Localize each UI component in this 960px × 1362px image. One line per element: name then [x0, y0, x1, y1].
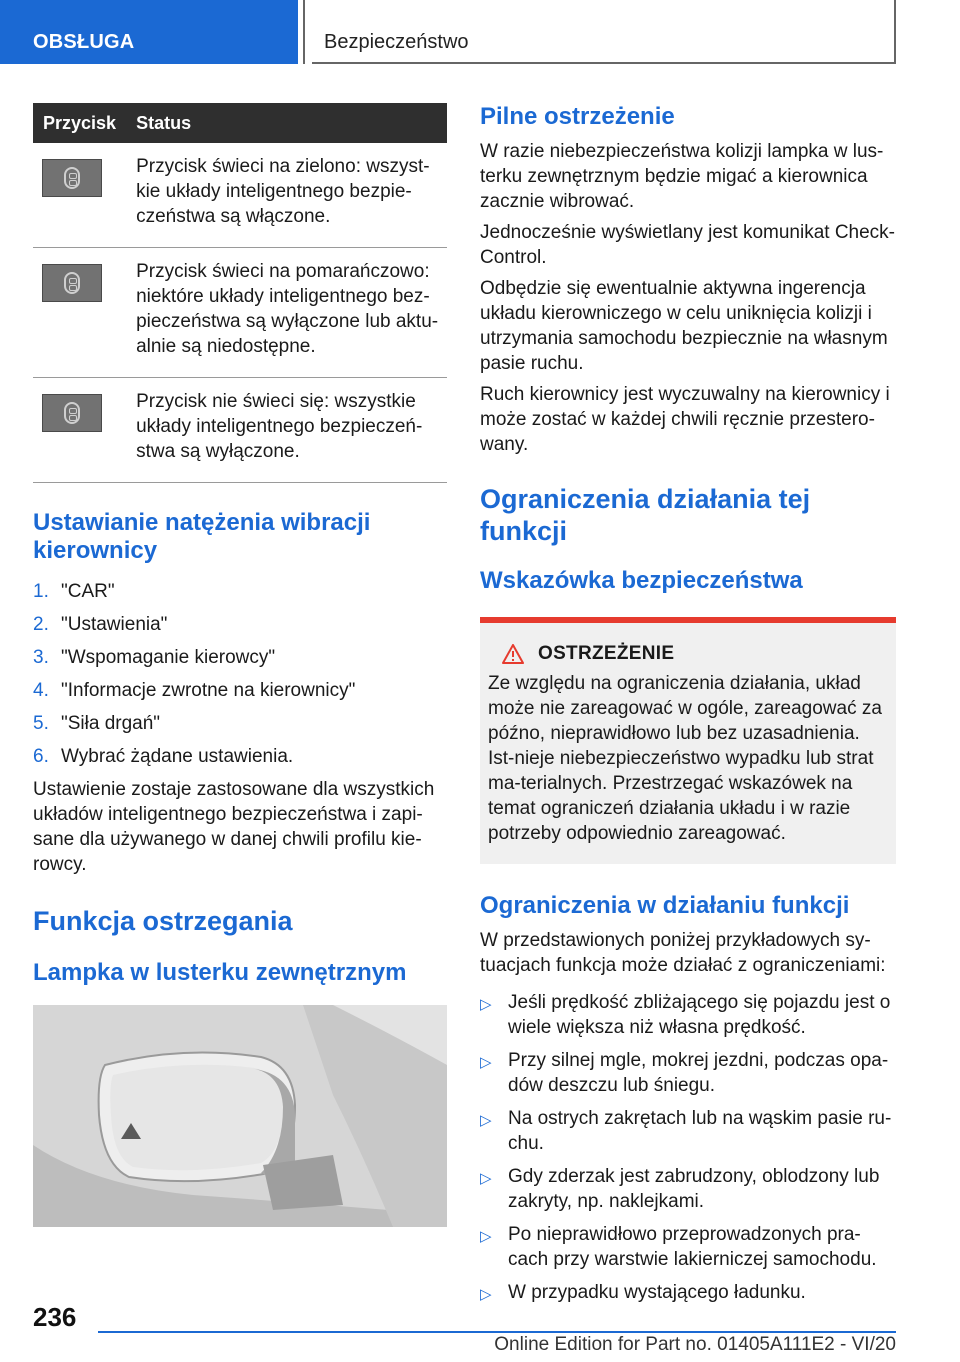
- urgent-warning-heading: Pilne ostrzeżenie: [480, 103, 675, 130]
- triangle-bullet-icon: ▷: [480, 1228, 492, 1245]
- edition-text: Online Edition for Part no. 01405A111E2 - VI/20: [494, 1334, 896, 1355]
- limits-heading: Ograniczenia działania tej funkcji: [480, 484, 811, 546]
- footer-rule: [98, 1331, 896, 1333]
- list-item: 1. "CAR": [33, 581, 115, 602]
- function-limits-heading: Ograniczenia w działaniu funkcji: [480, 892, 850, 919]
- paragraph: Jednocześnie wyświetlany jest komunikat Check-Control.: [480, 222, 896, 268]
- right-column: [480, 103, 896, 1315]
- table-row: [33, 143, 447, 248]
- warning-text: Ze względu na ograniczenia działania, układ może nie zareagować w ogóle, zareagować za późno, nieprawidłowo lub bez uzasadnienia. Ist-nieje niebezpieczeństwo wypadku lub strat ma-terialnych. Przestrzegać wskazówek na temat ograniczeń działania układu i w razie potrzeby odpowiednio zareagować.: [488, 673, 882, 844]
- list-item: ▷ Gdy zderzak jest zabrudzony, oblodzony lub zakryty, np. naklejkami.: [480, 1166, 880, 1212]
- table-header-button: Przycisk: [33, 103, 126, 143]
- warning-box: [480, 617, 896, 864]
- warning-label: OSTRZEŻENIE: [538, 643, 675, 664]
- button-status-table: [33, 103, 447, 483]
- chapter-title: Bezpieczeństwo: [312, 0, 896, 64]
- safety-button-green-icon: [42, 159, 102, 197]
- section-tab: OBSŁUGA: [0, 0, 298, 64]
- paragraph: Odbędzie się ewentualnie aktywna ingerencja układu kierowniczego w celu uniknięcia kolizji i utrzymania samochodu bezpiecznie na własnym pasie ruchu.: [480, 278, 888, 374]
- header-divider: [303, 0, 305, 64]
- list-item: 5. "Siła drgań": [33, 713, 161, 734]
- status-text: Przycisk świeci na zielono: wszyst-kie układy inteligentnego bezpie-czeństwa są włączone.: [126, 143, 447, 248]
- list-item: ▷ W przypadku wystającego ładunku.: [480, 1280, 896, 1307]
- safety-button-off-icon: [42, 394, 102, 432]
- triangle-bullet-icon: ▷: [480, 1170, 492, 1187]
- safety-button-orange-icon: [42, 264, 102, 302]
- side-mirror-image: [33, 1005, 447, 1227]
- warning-function-heading: Funkcja ostrzegania: [33, 906, 293, 936]
- vibration-steps: [33, 579, 447, 769]
- status-text: Przycisk świeci na pomarańczowo: niektóre układy inteligentnego bez-pieczeństwa są wyłączone lub aktu-alnie są niedostępne.: [126, 248, 447, 378]
- list-item: 2. "Ustawienia": [33, 614, 168, 635]
- list-item: ▷ Jeśli prędkość zbliżającego się pojazdu jest o wiele większa niż własna prędkość.: [480, 992, 891, 1038]
- table-header-status: Status: [126, 103, 447, 143]
- list-item: ▷ Przy silnej mgle, mokrej jezdni, podczas opa-dów deszczu lub śniegu.: [480, 1050, 889, 1096]
- table-row: [33, 378, 447, 483]
- limits-intro: W przedstawionych poniżej przykładowych sy-tuacjach funkcja może działać z ograniczeniami:: [480, 930, 886, 976]
- table-row: [33, 248, 447, 378]
- list-item: 3. "Wspomaganie kierowcy": [33, 647, 276, 668]
- limits-list: [480, 990, 896, 1307]
- list-item: 6. Wybrać żądane ustawienia.: [33, 746, 294, 767]
- triangle-bullet-icon: ▷: [480, 1286, 492, 1303]
- paragraph: Ruch kierownicy jest wyczuwalny na kierownicy i może zostać w każdej chwili ręcznie przestero-wany.: [480, 384, 890, 455]
- list-item: ▷ Na ostrych zakrętach lub na wąskim pasie ru-chu.: [480, 1108, 892, 1154]
- paragraph: W razie niebezpieczeństwa kolizji lampka w lus-terku zewnętrznym będzie migać a kierownica zacznie wibrować.: [480, 141, 884, 212]
- mirror-light-heading: Lampka w lusterku zewnętrznym: [33, 959, 407, 986]
- list-item: 4. "Informacje zwrotne na kierownicy": [33, 680, 356, 701]
- triangle-bullet-icon: ▷: [480, 1112, 492, 1129]
- list-item: ▷ Po nieprawidłowo przeprowadzonych pra-cach przy warstwie lakierniczej samochodu.: [480, 1224, 877, 1270]
- status-text: Przycisk nie świeci się: wszystkie układy inteligentnego bezpieczeń-stwa są wyłączone.: [126, 378, 447, 483]
- safety-note-heading: Wskazówka bezpieczeństwa: [480, 567, 803, 594]
- triangle-bullet-icon: ▷: [480, 1054, 492, 1071]
- warning-triangle-icon: [502, 644, 524, 664]
- left-column: [33, 103, 447, 1227]
- page-number: 236: [33, 1302, 77, 1332]
- triangle-bullet-icon: ▷: [480, 996, 492, 1013]
- vibration-note: Ustawienie zostaje zastosowane dla wszystkich układów inteligentnego bezpieczeństwa i zapi-sane dla używanego w danej chwili profilu kie-rowcy.: [33, 779, 435, 875]
- vibration-heading: Ustawianie natężenia wibracji kierownicy: [33, 509, 371, 564]
